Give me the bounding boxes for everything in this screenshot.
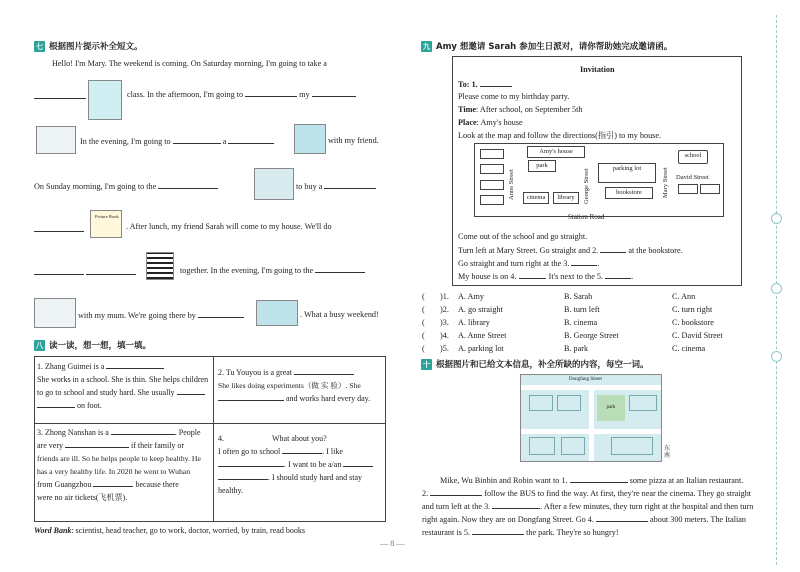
s7-line-2-text (127, 88, 356, 100)
inv-please: Please come to my birthday party. (458, 92, 570, 101)
section-title-text: 读一读，想一想，填一填。 (49, 341, 152, 351)
word-bank (34, 525, 305, 536)
text: together. In the evening, I'm going to the (180, 266, 314, 275)
answer-blank[interactable] (472, 526, 524, 535)
text: parking lot (612, 165, 642, 172)
map-block (480, 164, 504, 174)
option-c[interactable]: C. David Street (672, 331, 723, 340)
text: In the evening, I'm going to (80, 137, 171, 146)
bus-image (256, 300, 298, 326)
section-9-title (421, 40, 672, 52)
line (218, 366, 382, 379)
divider (34, 423, 385, 424)
answer-blank[interactable] (218, 458, 284, 467)
answer-blank[interactable] (218, 392, 284, 401)
option-a[interactable]: A. library (458, 318, 490, 327)
map-building (529, 395, 553, 411)
text: are very (37, 441, 63, 450)
word-bank-words: : scientist, head teacher, go to work, doctor, worried, by train, read books (71, 526, 305, 535)
divider (213, 356, 214, 521)
line (37, 386, 209, 399)
map-anne-street: Anne Street (508, 169, 515, 200)
map-block (480, 195, 504, 205)
binding-hole (771, 351, 782, 362)
question-number: )2. (440, 305, 449, 314)
map-block (480, 180, 504, 190)
option-row (422, 291, 696, 304)
answer-blank[interactable] (228, 135, 274, 144)
answer-blank[interactable] (519, 270, 545, 279)
option-c[interactable]: C. turn right (672, 305, 713, 314)
text: : After school, on September 5th (476, 105, 583, 114)
compass (664, 445, 670, 459)
section-title-text: 根据图片和已给文本信息，补全所缺的内容，每空一词。 (436, 360, 649, 370)
text: 3. Zhong Nanshan is a (37, 428, 109, 437)
text: at the bookstore. (628, 246, 683, 255)
inv-d3: Go straight and turn right at the 3. . (458, 259, 600, 268)
s7-line-5-blank (34, 223, 84, 235)
binding-hole (771, 283, 782, 294)
answer-blank[interactable] (198, 309, 244, 318)
answer-blank[interactable] (106, 360, 164, 369)
paren: ( (422, 318, 425, 327)
text: if their family or (130, 441, 185, 450)
text: some pizza at an Italian restaurant. (629, 476, 744, 485)
answer-blank[interactable] (480, 78, 512, 87)
text: I want to be a/an (288, 460, 342, 469)
question-number: )4. (440, 331, 449, 340)
book-label: Picture Book (95, 214, 119, 219)
answer-blank[interactable] (492, 500, 540, 509)
s10-line-4 (422, 513, 746, 525)
option-row (422, 330, 723, 343)
s10-line-5 (422, 526, 619, 538)
picture-book-image (90, 210, 122, 238)
answer-blank[interactable] (605, 270, 631, 279)
s7-line-2 (34, 90, 86, 102)
line (218, 471, 382, 484)
answer-blank[interactable] (430, 487, 482, 496)
text: My house is on 4. (458, 272, 517, 281)
map-street-label: Dongfang Street (569, 377, 602, 382)
section-number: 七 (35, 42, 44, 51)
option-a[interactable]: A. Amy (458, 292, 484, 301)
answer-blank[interactable] (571, 257, 597, 266)
text: People (178, 428, 201, 437)
section-10-title (421, 358, 649, 370)
s7-line-1: Hello! I'm Mary. The weekend is coming. On Saturday morning, I'm going to take a (52, 59, 327, 68)
inv-d4: My house is on 4. . It's next to the 5. . (458, 272, 634, 281)
text: to go to school and study hard. She usually (37, 388, 175, 397)
line: She likes doing experiments（做 实 验）. She (218, 381, 361, 390)
text: class. In the afternoon, I'm going to (127, 90, 244, 99)
answer-blank[interactable] (324, 180, 376, 189)
answer-blank[interactable] (282, 445, 322, 454)
option-a[interactable]: A. go straight (458, 305, 503, 314)
text: Turn left at Mary Street. Go straight and 2. (458, 246, 599, 255)
s8-cell-3 (37, 426, 211, 504)
answer-blank[interactable] (315, 264, 365, 273)
answer-blank[interactable] (37, 399, 75, 408)
option-b[interactable]: B. Sarah (564, 292, 593, 301)
inv-d2 (458, 244, 683, 256)
s7-line-4 (34, 180, 218, 192)
answer-blank[interactable] (245, 88, 297, 97)
s8-cell-1 (37, 360, 209, 412)
s8-cell-2 (218, 366, 382, 405)
answer-blank[interactable] (343, 458, 373, 467)
map-block (700, 184, 720, 194)
s7-line-3-end: with my friend. (328, 136, 379, 145)
text: Mike, Wu Binbin and Robin want to 1. (440, 476, 568, 485)
text: 2. (422, 489, 429, 498)
line (37, 439, 211, 452)
s7-line-5: . After lunch, my friend Sarah will come to my house. We'll do (126, 222, 332, 231)
inv-place (458, 117, 523, 128)
line: . I want to be a/an (218, 458, 382, 471)
cinema-image (294, 124, 326, 154)
option-b[interactable]: B. cinema (564, 318, 598, 327)
map-park: park (597, 395, 625, 421)
text: On Sunday morning, I'm going to the (34, 182, 157, 191)
answer-blank[interactable] (600, 244, 626, 253)
option-a[interactable]: A. Anne Street (458, 331, 507, 340)
s7-line-6 (180, 264, 365, 276)
map-building (557, 395, 581, 411)
line (218, 445, 382, 458)
map-library: library (553, 192, 579, 204)
line (218, 392, 382, 405)
answer-blank[interactable] (173, 135, 221, 144)
map-block (678, 184, 698, 194)
inv-d1: Come out of the school and go straight. (458, 232, 588, 241)
line (37, 478, 211, 491)
bookstore-image (254, 168, 294, 200)
page-number-value: 8 (390, 539, 395, 548)
option-c[interactable]: C. cinema (672, 344, 706, 353)
text: Time (458, 105, 477, 114)
text: the park. They're so hungry! (526, 528, 619, 537)
compass-south: 南 (664, 452, 671, 459)
option-row (422, 304, 713, 317)
map-station-road: Station Road (568, 213, 605, 221)
answer-blank[interactable] (34, 266, 84, 275)
family-image (36, 126, 76, 154)
map-building (629, 395, 657, 411)
paren: ( (422, 344, 425, 353)
s7-line-7 (78, 309, 244, 321)
inv-to (458, 78, 512, 90)
map-block (480, 149, 504, 159)
option-row (422, 317, 714, 330)
section-number: 十 (422, 360, 431, 369)
map-george-street: George Street (583, 168, 590, 204)
option-c[interactable]: C. Ann (672, 292, 696, 301)
word-bank-label: Word Bank (34, 526, 72, 535)
s7-line-7-end: . What a busy weekend! (300, 310, 379, 319)
paren: ( (422, 305, 425, 314)
answer-blank[interactable] (158, 180, 218, 189)
answer-blank[interactable] (177, 386, 205, 395)
paren: ( (422, 331, 425, 340)
text: . It's next to the 5. (544, 272, 604, 281)
inv-time (458, 104, 582, 115)
text: a (222, 137, 227, 146)
s10-line-3 (422, 500, 753, 512)
option-c[interactable]: C. bookstore (672, 318, 714, 327)
option-row (422, 343, 706, 356)
map-building (611, 437, 653, 455)
town-map-image (520, 374, 662, 462)
question-number: )3. (440, 318, 449, 327)
s7-line-3 (80, 135, 274, 147)
text: my (299, 90, 310, 99)
text: from Guangzhou (37, 480, 92, 489)
answer-blank[interactable] (218, 471, 268, 480)
line (37, 399, 209, 412)
dance-girl-image (88, 80, 122, 120)
answer-blank[interactable] (34, 90, 86, 99)
text: and works hard every day. (286, 394, 371, 403)
section-title-text: 根据图片提示补全短文。 (49, 42, 143, 52)
text: . After a few minutes, they turn right at the hospital and then turn (540, 502, 754, 511)
map-building (561, 437, 585, 455)
answer-blank[interactable] (93, 478, 133, 487)
text: on foot. (77, 401, 102, 410)
answer-blank[interactable] (111, 426, 175, 435)
map-road (589, 385, 594, 461)
s10-line-2 (422, 487, 751, 499)
answer-blank[interactable] (294, 366, 354, 375)
section-7-title (34, 40, 143, 52)
answer-blank[interactable] (570, 474, 628, 483)
line: She works in a school. She is thin. She helps children (37, 375, 209, 384)
option-b[interactable]: B. George Street (564, 331, 619, 340)
answer-blank[interactable] (65, 439, 129, 448)
map-parking-lot (598, 163, 656, 183)
line (37, 360, 209, 373)
text: 4. (218, 434, 224, 443)
line (218, 432, 382, 445)
answer-blank[interactable] (86, 266, 136, 275)
supermarket-image (34, 298, 76, 328)
inv-look: Look at the map and follow the directions(指引) to my house. (458, 131, 662, 140)
text: Go straight and turn right at the 3. (458, 259, 570, 268)
text: to buy a (296, 182, 323, 191)
line: friends are ill. So he helps people to keep healthy. He (37, 454, 201, 463)
text: Place (458, 118, 477, 127)
answer-blank[interactable] (596, 513, 648, 522)
question-number: )5. (440, 344, 449, 353)
text: To: 1. (458, 80, 478, 89)
text: with my mum. We're going there by (78, 311, 196, 320)
answer-blank[interactable] (34, 223, 84, 232)
map-amys-house: Amy's house (527, 146, 585, 158)
option-a[interactable]: A. parking lot (458, 344, 504, 353)
text: follow the BUS to find the way. At first, they're near the cinema. They go straight (484, 489, 752, 498)
map-bookstore: bookstore (605, 187, 653, 199)
text: . I should study hard and stay (268, 473, 362, 482)
s8-cell-4 (218, 432, 382, 497)
text: because there (135, 480, 179, 489)
s9-options (422, 291, 723, 356)
paren: ( (422, 292, 425, 301)
map-david-street: David Street (676, 174, 709, 181)
line: 3. Zhong Nanshan is a . People (37, 428, 201, 437)
map-park: park (528, 160, 556, 172)
section-number: 九 (422, 42, 431, 51)
s10-line-1 (440, 474, 743, 486)
invitation-title: Invitation (580, 65, 615, 74)
s7-line-6-blanks (34, 266, 136, 278)
text: 1. Zhang Guimei is a (37, 362, 105, 371)
section-title-text: Amy 想邀请 Sarah 参加生日派对，请你帮助她完成邀请函。 (436, 42, 673, 52)
option-b[interactable]: B. turn left (564, 305, 600, 314)
text: : Amy's house (476, 118, 523, 127)
text: What about you? (272, 434, 327, 443)
text: 2. Tu Youyou is a great (218, 368, 293, 377)
section-number: 八 (35, 341, 44, 350)
text: . I like (322, 447, 343, 456)
page-number: — 8 — (380, 539, 405, 548)
s7-line-4-end (296, 180, 376, 192)
line: has a very healthy life. In 2020 he went to Wuhan (37, 467, 191, 476)
text: I often go to school (218, 447, 281, 456)
option-b[interactable]: B. park (564, 344, 589, 353)
answer-blank[interactable] (312, 88, 356, 97)
map-cinema: cinema (523, 192, 549, 204)
text: and turn left at the 3. (422, 502, 491, 511)
binding-hole (771, 213, 782, 224)
compass-east: 东 (664, 445, 671, 452)
map-mary-street: Mary Street (662, 167, 669, 198)
section-8-title (34, 339, 151, 351)
text: restaurant is 5. (422, 528, 470, 537)
text: about 300 meters. The Italian (650, 515, 747, 524)
line: healthy. (218, 486, 244, 495)
map-school: school (678, 150, 708, 164)
map-building (529, 437, 555, 455)
line: were no air tickets(飞机票). (37, 493, 128, 502)
question-number: )1. (440, 292, 449, 301)
text: right again. Now they are on Dongfang Street. Go 4. (422, 515, 594, 524)
crossword-image (146, 252, 174, 280)
